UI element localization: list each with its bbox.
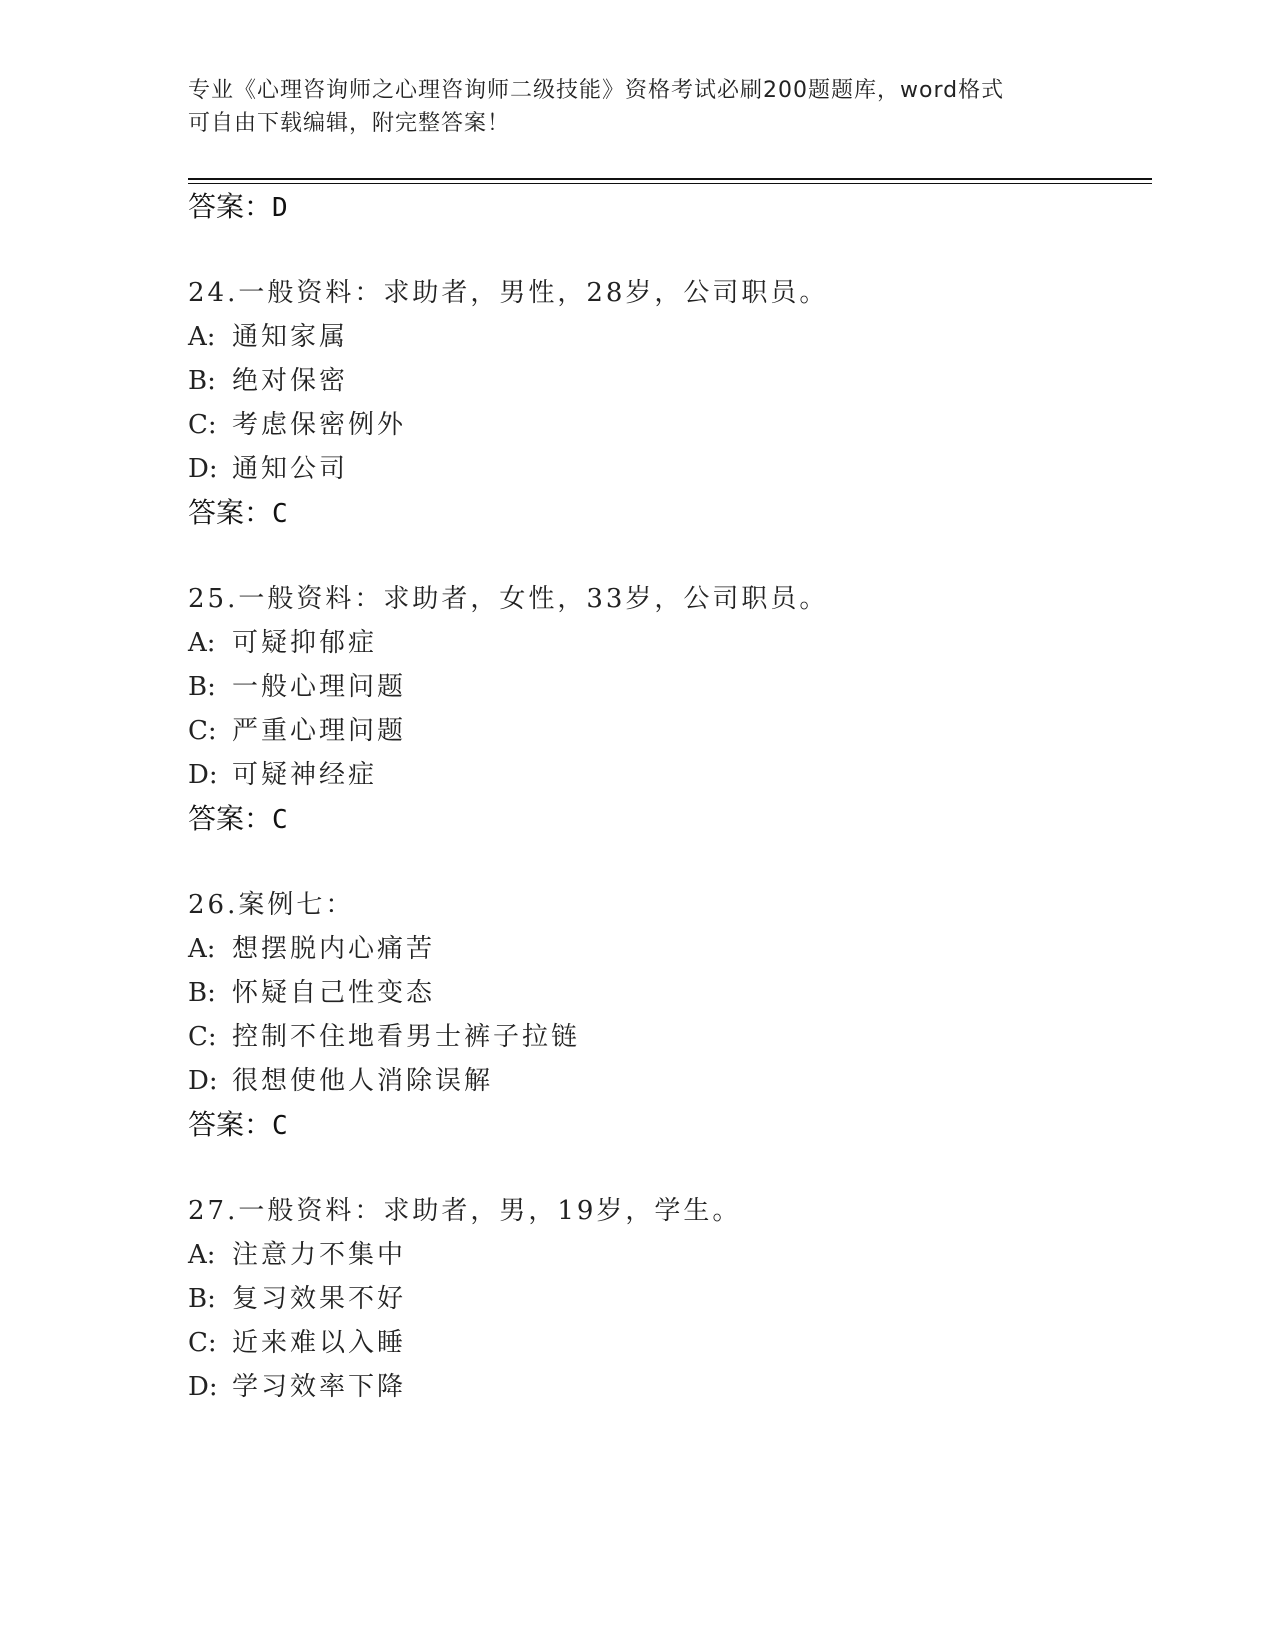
question-26-option-c xyxy=(188,1020,580,1054)
option-letter: C: xyxy=(188,1022,217,1052)
option-letter: A: xyxy=(188,628,216,658)
header-title-line-2: 可自由下载编辑，附完整答案！ xyxy=(188,111,511,136)
question-24-stem: 24.一般资料：求助者，男性，28岁，公司职员。 xyxy=(188,278,829,308)
option-letter: C: xyxy=(188,716,217,746)
question-26-option-a xyxy=(188,932,435,966)
option-text: 可疑抑郁症 xyxy=(232,628,378,658)
question-27-option-a xyxy=(188,1238,406,1272)
option-letter: C: xyxy=(188,1328,217,1358)
question-26-stem: 26.案例七： xyxy=(188,890,355,920)
answer-label: 答案： xyxy=(188,802,273,835)
option-letter: B: xyxy=(188,1284,216,1314)
question-24-option-d xyxy=(188,452,348,486)
option-text: 近来难以入睡 xyxy=(232,1328,407,1358)
question-24-option-b xyxy=(188,364,348,398)
header-divider-thick xyxy=(188,178,1152,180)
question-25-answer xyxy=(188,802,288,837)
question-26-option-b xyxy=(188,976,435,1010)
option-text: 通知家属 xyxy=(232,322,349,352)
question-27-option-b xyxy=(188,1282,406,1316)
option-text: 怀疑自己性变态 xyxy=(232,978,436,1008)
option-text: 绝对保密 xyxy=(232,366,349,396)
option-letter: B: xyxy=(188,978,216,1008)
option-text: 很想使他人消除误解 xyxy=(232,1066,494,1096)
option-letter: A: xyxy=(188,322,216,352)
option-text: 严重心理问题 xyxy=(232,716,407,746)
answer-label: 答案： xyxy=(188,190,273,223)
answer-value: D xyxy=(272,193,288,223)
option-letter: D: xyxy=(188,454,218,484)
question-27-stem: 27.一般资料：求助者，男，19岁，学生。 xyxy=(188,1196,742,1226)
option-letter: C: xyxy=(188,410,217,440)
question-27-option-c xyxy=(188,1326,406,1360)
option-text: 注意力不集中 xyxy=(232,1240,407,1270)
answer-value: C xyxy=(272,499,288,529)
option-letter: A: xyxy=(188,1240,216,1270)
option-text: 复习效果不好 xyxy=(232,1284,407,1314)
option-text: 考虑保密例外 xyxy=(232,410,407,440)
question-24-answer xyxy=(188,496,288,531)
question-25-option-d xyxy=(188,758,377,792)
option-text: 可疑神经症 xyxy=(232,760,378,790)
answer-label: 答案： xyxy=(188,1108,273,1141)
question-26-answer xyxy=(188,1108,288,1143)
answer-value: C xyxy=(272,805,288,835)
option-text: 学习效率下降 xyxy=(232,1372,407,1402)
page-header xyxy=(188,74,1088,140)
question-27-option-d xyxy=(188,1370,406,1404)
header-divider-thin xyxy=(188,183,1152,184)
option-text: 通知公司 xyxy=(232,454,349,484)
question-25-option-c xyxy=(188,714,406,748)
option-letter: D: xyxy=(188,760,218,790)
option-letter: A: xyxy=(188,934,216,964)
question-25-option-a xyxy=(188,626,377,660)
question-25-option-b xyxy=(188,670,406,704)
option-letter: B: xyxy=(188,672,216,702)
option-letter: D: xyxy=(188,1372,218,1402)
header-title-line-1: 专业《心理咨询师之心理咨询师二级技能》资格考试必刷200题题库，word格式 xyxy=(188,78,1005,103)
answer-value: C xyxy=(272,1111,288,1141)
prev-answer xyxy=(188,190,288,225)
option-letter: D: xyxy=(188,1066,218,1096)
option-letter: B: xyxy=(188,366,216,396)
option-text: 一般心理问题 xyxy=(232,672,407,702)
option-text: 想摆脱内心痛苦 xyxy=(232,934,436,964)
question-24-option-a xyxy=(188,320,348,354)
question-26-option-d xyxy=(188,1064,493,1098)
question-25-stem: 25.一般资料：求助者，女性，33岁，公司职员。 xyxy=(188,584,829,614)
option-text: 控制不住地看男士裤子拉链 xyxy=(232,1022,581,1052)
question-24-option-c xyxy=(188,408,406,442)
answer-label: 答案： xyxy=(188,496,273,529)
